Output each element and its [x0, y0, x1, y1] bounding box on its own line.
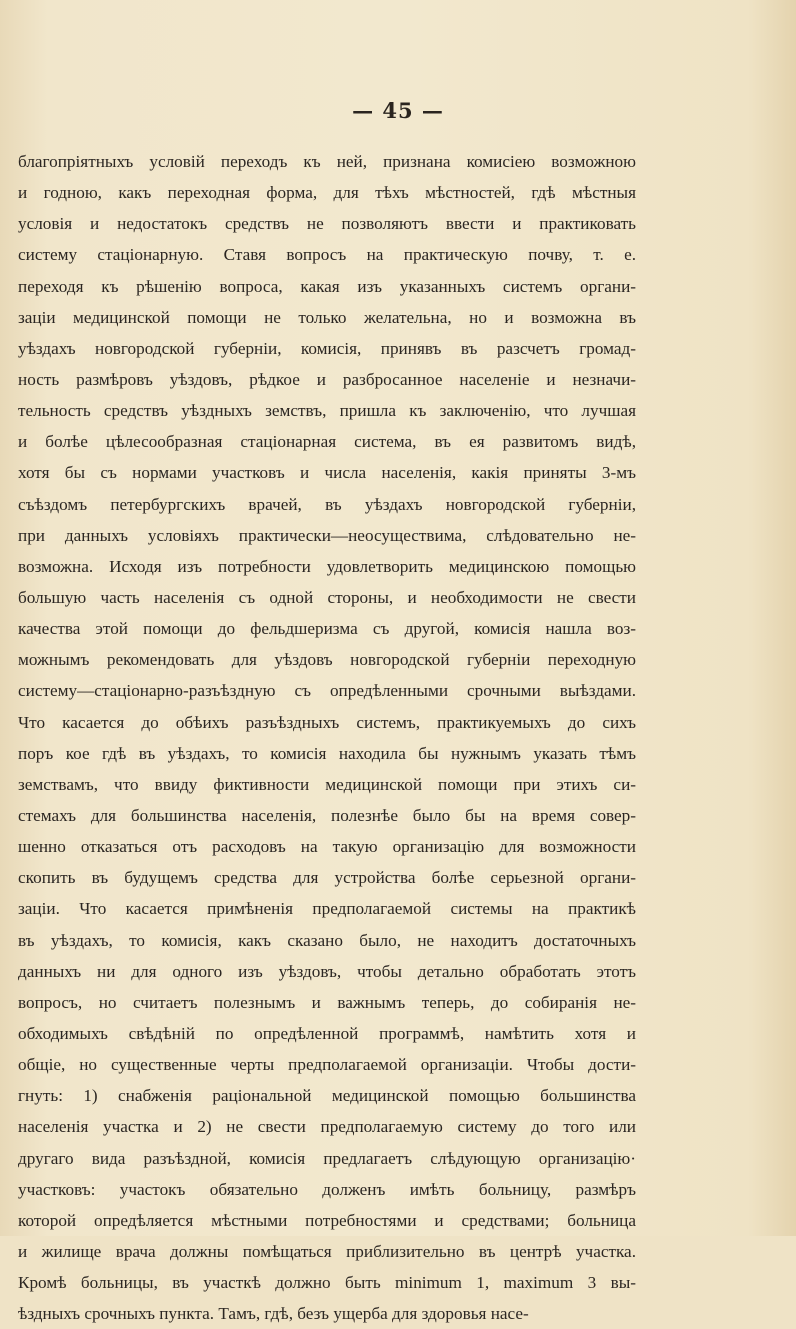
text-line: можнымъ рекомендовать для уѣздовъ новгородской губерніи переходную	[18, 650, 636, 670]
text-line: общіе, но существенные черты предполагаемой организаціи. Чтобы дости-	[18, 1055, 636, 1075]
text-line: вопросъ, но считаетъ полезнымъ и важнымъ теперь, до собиранія не-	[18, 992, 636, 1012]
text-line: и жилище врача должны помѣщаться приблизительно въ центрѣ участка.	[18, 1241, 636, 1261]
text-line: въ уѣздахъ, то комисія, какъ сказано было, не находитъ достаточныхъ	[18, 930, 636, 950]
text-line: Кромѣ больницы, въ участкѣ должно быть minimum 1, maximum 3 вы-	[18, 1273, 636, 1293]
text-line: поръ кое гдѣ въ уѣздахъ, то комисія находила бы нужнымъ указать тѣмъ	[18, 743, 636, 763]
page-number: — 45 —	[352, 98, 444, 123]
text-line: благопріятныхъ условій переходъ къ ней, признана комисіею возможною	[18, 152, 636, 171]
text-line: данныхъ ни для одного изъ уѣздовъ, чтобы детально обработать этотъ	[18, 961, 636, 981]
text-line: населенія участка и 2) не свести предполагаемую систему до того или	[18, 1117, 636, 1137]
text-line: переходя къ рѣшенію вопроса, какая изъ указанныхъ системъ органи-	[18, 276, 636, 296]
text-line: систему стаціонарную. Ставя вопросъ на практическую почву, т. е.	[18, 245, 636, 265]
text-line: стемахъ для большинства населенія, полезнѣе было бы на время совер-	[18, 805, 636, 825]
text-line: участковъ: участокъ обязательно долженъ имѣть больницу, размѣръ	[18, 1179, 636, 1199]
text-line: и болѣе цѣлесообразная стаціонарная система, въ ея развитомъ видѣ,	[18, 432, 636, 452]
text-line: Что касается до обѣихъ разъѣздныхъ системъ, практикуемыхъ до сихъ	[18, 712, 636, 732]
text-line: шенно отказаться отъ расходовъ на такую организацію для возможности	[18, 837, 636, 857]
text-line: съѣздомъ петербургскихъ врачей, въ уѣздахъ новгородской губерніи,	[18, 494, 636, 514]
text-line: при данныхъ условіяхъ практически—неосуществима, слѣдовательно не-	[18, 525, 636, 545]
text-line: качества этой помощи до фельдшеризма съ другой, комисія нашла воз-	[18, 619, 636, 639]
text-line: и годною, какъ переходная форма, для тѣхъ мѣстностей, гдѣ мѣстныя	[18, 183, 636, 203]
text-line: заціи. Что касается примѣненія предполагаемой системы на практикѣ	[18, 899, 636, 919]
text-line: ность размѣровъ уѣздовъ, рѣдкое и разбросанное населеніе и незначи-	[18, 369, 636, 389]
body-text	[18, 146, 636, 1329]
text-line: ѣздныхъ срочныхъ пункта. Тамъ, гдѣ, безъ ущерба для здоровья насе-	[18, 1304, 529, 1324]
text-line: условія и недостатокъ средствъ не позволяютъ ввести и практиковать	[18, 214, 636, 234]
text-line: уѣздахъ новгородской губерніи, комисія, принявъ въ разсчетъ громад-	[18, 338, 636, 358]
text-line: тельность средствъ уѣздныхъ земствъ, пришла къ заключенію, что лучшая	[18, 401, 636, 421]
text-line: большую часть населенія съ одной стороны, и необходимости не свести	[18, 587, 636, 607]
text-line: скопить въ будущемъ средства для устройства болѣе серьезной органи-	[18, 868, 636, 888]
text-line: возможна. Исходя изъ потребности удовлетворить медицинскою помощью	[18, 556, 636, 576]
text-line: земствамъ, что ввиду фиктивности медицинской помощи при этихъ си-	[18, 774, 636, 794]
text-line: систему—стаціонарно-разъѣздную съ опредѣленными срочными выѣздами.	[18, 681, 636, 701]
text-line: хотя бы съ нормами участковъ и числа населенія, какія приняты 3-мъ	[18, 463, 636, 483]
text-line: которой опредѣляется мѣстными потребностями и средствами; больница	[18, 1210, 636, 1230]
text-line: другаго вида разъѣздной, комисія предлагаетъ слѣдующую организацію·	[18, 1148, 636, 1168]
text-line: заціи медицинской помощи не только желательна, но и возможна въ	[18, 307, 636, 327]
text-line: обходимыхъ свѣдѣній по опредѣленной программѣ, намѣтить хотя и	[18, 1023, 636, 1043]
text-line: гнуть: 1) снабженія раціональной медицинской помощью большинства	[18, 1086, 636, 1106]
